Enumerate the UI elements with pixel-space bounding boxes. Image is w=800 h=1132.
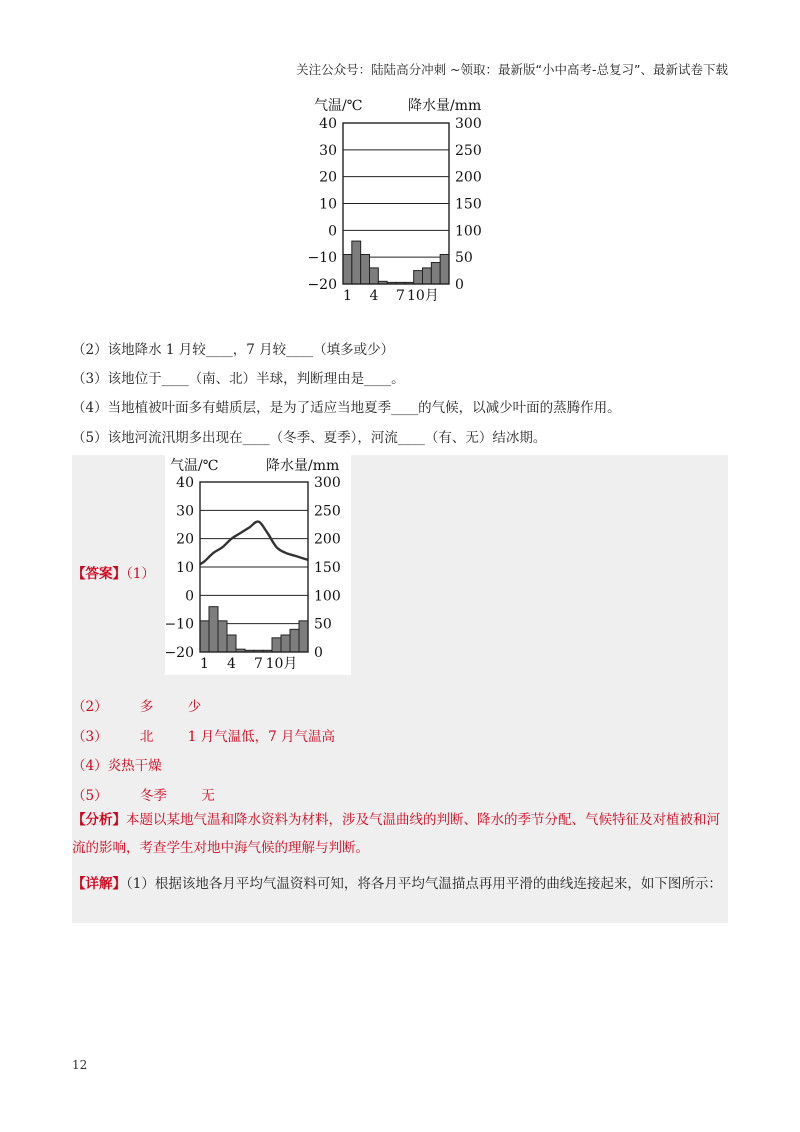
precip-bar: [290, 629, 299, 652]
x-tick-label: 10月: [265, 656, 298, 672]
answer-5-row: [72, 784, 215, 804]
precip-bar: [227, 635, 236, 652]
y2-tick-label: 50: [455, 250, 473, 267]
x-tick-label: 10月: [407, 288, 439, 304]
precip-bar: [299, 621, 308, 652]
x-tick-label: 4: [369, 288, 379, 304]
precip-bar: [361, 254, 370, 284]
question-5: （5）该地河流汛期多出现在____（冬季、夏季），河流____（有、无）结冰期。: [72, 430, 547, 446]
y2-tick-label: 150: [314, 560, 341, 576]
y2-tick-label: 250: [455, 142, 482, 159]
precip-bar: [352, 241, 361, 284]
answer-2-label: （2）: [72, 699, 108, 715]
y-tick-label: 10: [319, 196, 337, 213]
temperature-line: [200, 522, 308, 565]
detail-text: （1）根据该地各月平均气温资料可知，将各月平均气温描点再用平滑的曲线连接起来，如下图所示：: [126, 876, 722, 892]
y-axis-label: 气温/℃: [314, 98, 363, 114]
y-tick-label: 40: [176, 475, 194, 491]
climate-chart-answer: [160, 452, 360, 676]
question-2: （2）该地降水 1 月较____，7 月较____（填多或少）: [72, 342, 395, 358]
answer-2-row: [72, 695, 201, 715]
precip-bar: [370, 268, 379, 284]
x-tick-label: 1: [342, 288, 352, 304]
x-tick-label: 1: [200, 656, 209, 672]
answer-1-row: [72, 562, 155, 582]
precip-bar: [414, 271, 423, 284]
y2-tick-label: 150: [455, 196, 482, 213]
analysis-label: 【分析】: [72, 812, 126, 828]
y2-tick-label: 0: [314, 645, 323, 661]
y2-tick-label: 250: [314, 503, 341, 520]
precip-bar: [431, 263, 440, 284]
y2-tick-label: 100: [455, 223, 482, 240]
y2-tick-label: 300: [455, 116, 482, 132]
precip-bar: [272, 638, 281, 652]
y-tick-label: 30: [319, 142, 337, 159]
answer-1-label: （1）: [126, 566, 155, 582]
y-tick-label: −20: [164, 645, 194, 661]
y2-tick-label: 50: [314, 616, 332, 633]
y2-axis-label: 降水量/mm: [408, 98, 482, 114]
y2-tick-label: 300: [314, 475, 341, 491]
precip-bar: [281, 635, 290, 652]
header-note: 关注公众号：陆陆高分冲刺 ~领取：最新版“小中高考-总复习”、最新试卷下载: [296, 62, 728, 77]
precip-bar: [209, 607, 218, 652]
answer-3-value-2: 1 月气温低，7 月气温高: [187, 729, 335, 745]
y-tick-label: −20: [307, 277, 337, 293]
y-tick-label: 10: [176, 560, 194, 576]
answer-2-value-2: 少: [187, 699, 202, 715]
precip-bar: [200, 621, 209, 652]
answer-label: 【答案】: [72, 566, 126, 582]
analysis-text: 本题以某地气温和降水资料为材料，涉及气温曲线的判断、降水的季节分配、气候特征及对植被和河流的影响，考查学生对地中海气候的理解与判断。: [72, 812, 720, 856]
answer-3-row: [72, 725, 335, 745]
answer-3-value-1: 北: [139, 729, 154, 745]
question-4: （4）当地植被叶面多有蜡质层，是为了适应当地夏季____的气候，以减少叶面的蒸腾作用。: [72, 400, 621, 416]
x-tick-label: 7: [395, 288, 405, 304]
answer-2-value-1: 多: [139, 699, 154, 715]
answer-5-value-2: 无: [201, 788, 215, 804]
y-tick-label: 30: [176, 503, 194, 520]
y-tick-label: 20: [319, 169, 337, 186]
answer-3-label: （3）: [72, 729, 108, 745]
question-3: （3）该地位于____（南、北）半球，判断理由是____。: [72, 371, 405, 387]
y2-axis-label: 降水量/mm: [266, 458, 340, 474]
climate-chart-question: [300, 92, 500, 312]
y-tick-label: 40: [319, 116, 337, 132]
page-number: 12: [72, 1058, 88, 1072]
y2-tick-label: 100: [314, 588, 341, 605]
detail-paragraph: [72, 870, 728, 898]
y-axis-label: 气温/℃: [170, 458, 219, 474]
detail-label: 【详解】: [72, 876, 126, 892]
answer-4-row: （4）炎热干燥: [72, 758, 162, 774]
x-tick-label: 7: [254, 656, 263, 672]
y-tick-label: −10: [164, 616, 194, 633]
x-tick-label: 4: [227, 656, 236, 672]
y-tick-label: 0: [185, 588, 194, 605]
y-tick-label: 0: [328, 223, 337, 240]
answer-5-value-1: 冬季: [139, 788, 167, 804]
y2-tick-label: 200: [314, 531, 341, 548]
precip-bar: [218, 621, 227, 652]
precip-bar: [343, 254, 352, 284]
y2-tick-label: 0: [455, 277, 464, 293]
precip-bar: [423, 268, 432, 284]
y-tick-label: −10: [307, 250, 337, 267]
y-tick-label: 20: [176, 531, 194, 548]
precip-bar: [440, 254, 449, 284]
y2-tick-label: 200: [455, 169, 482, 186]
analysis-paragraph: [72, 806, 728, 862]
answer-5-label: （5）: [72, 788, 108, 804]
